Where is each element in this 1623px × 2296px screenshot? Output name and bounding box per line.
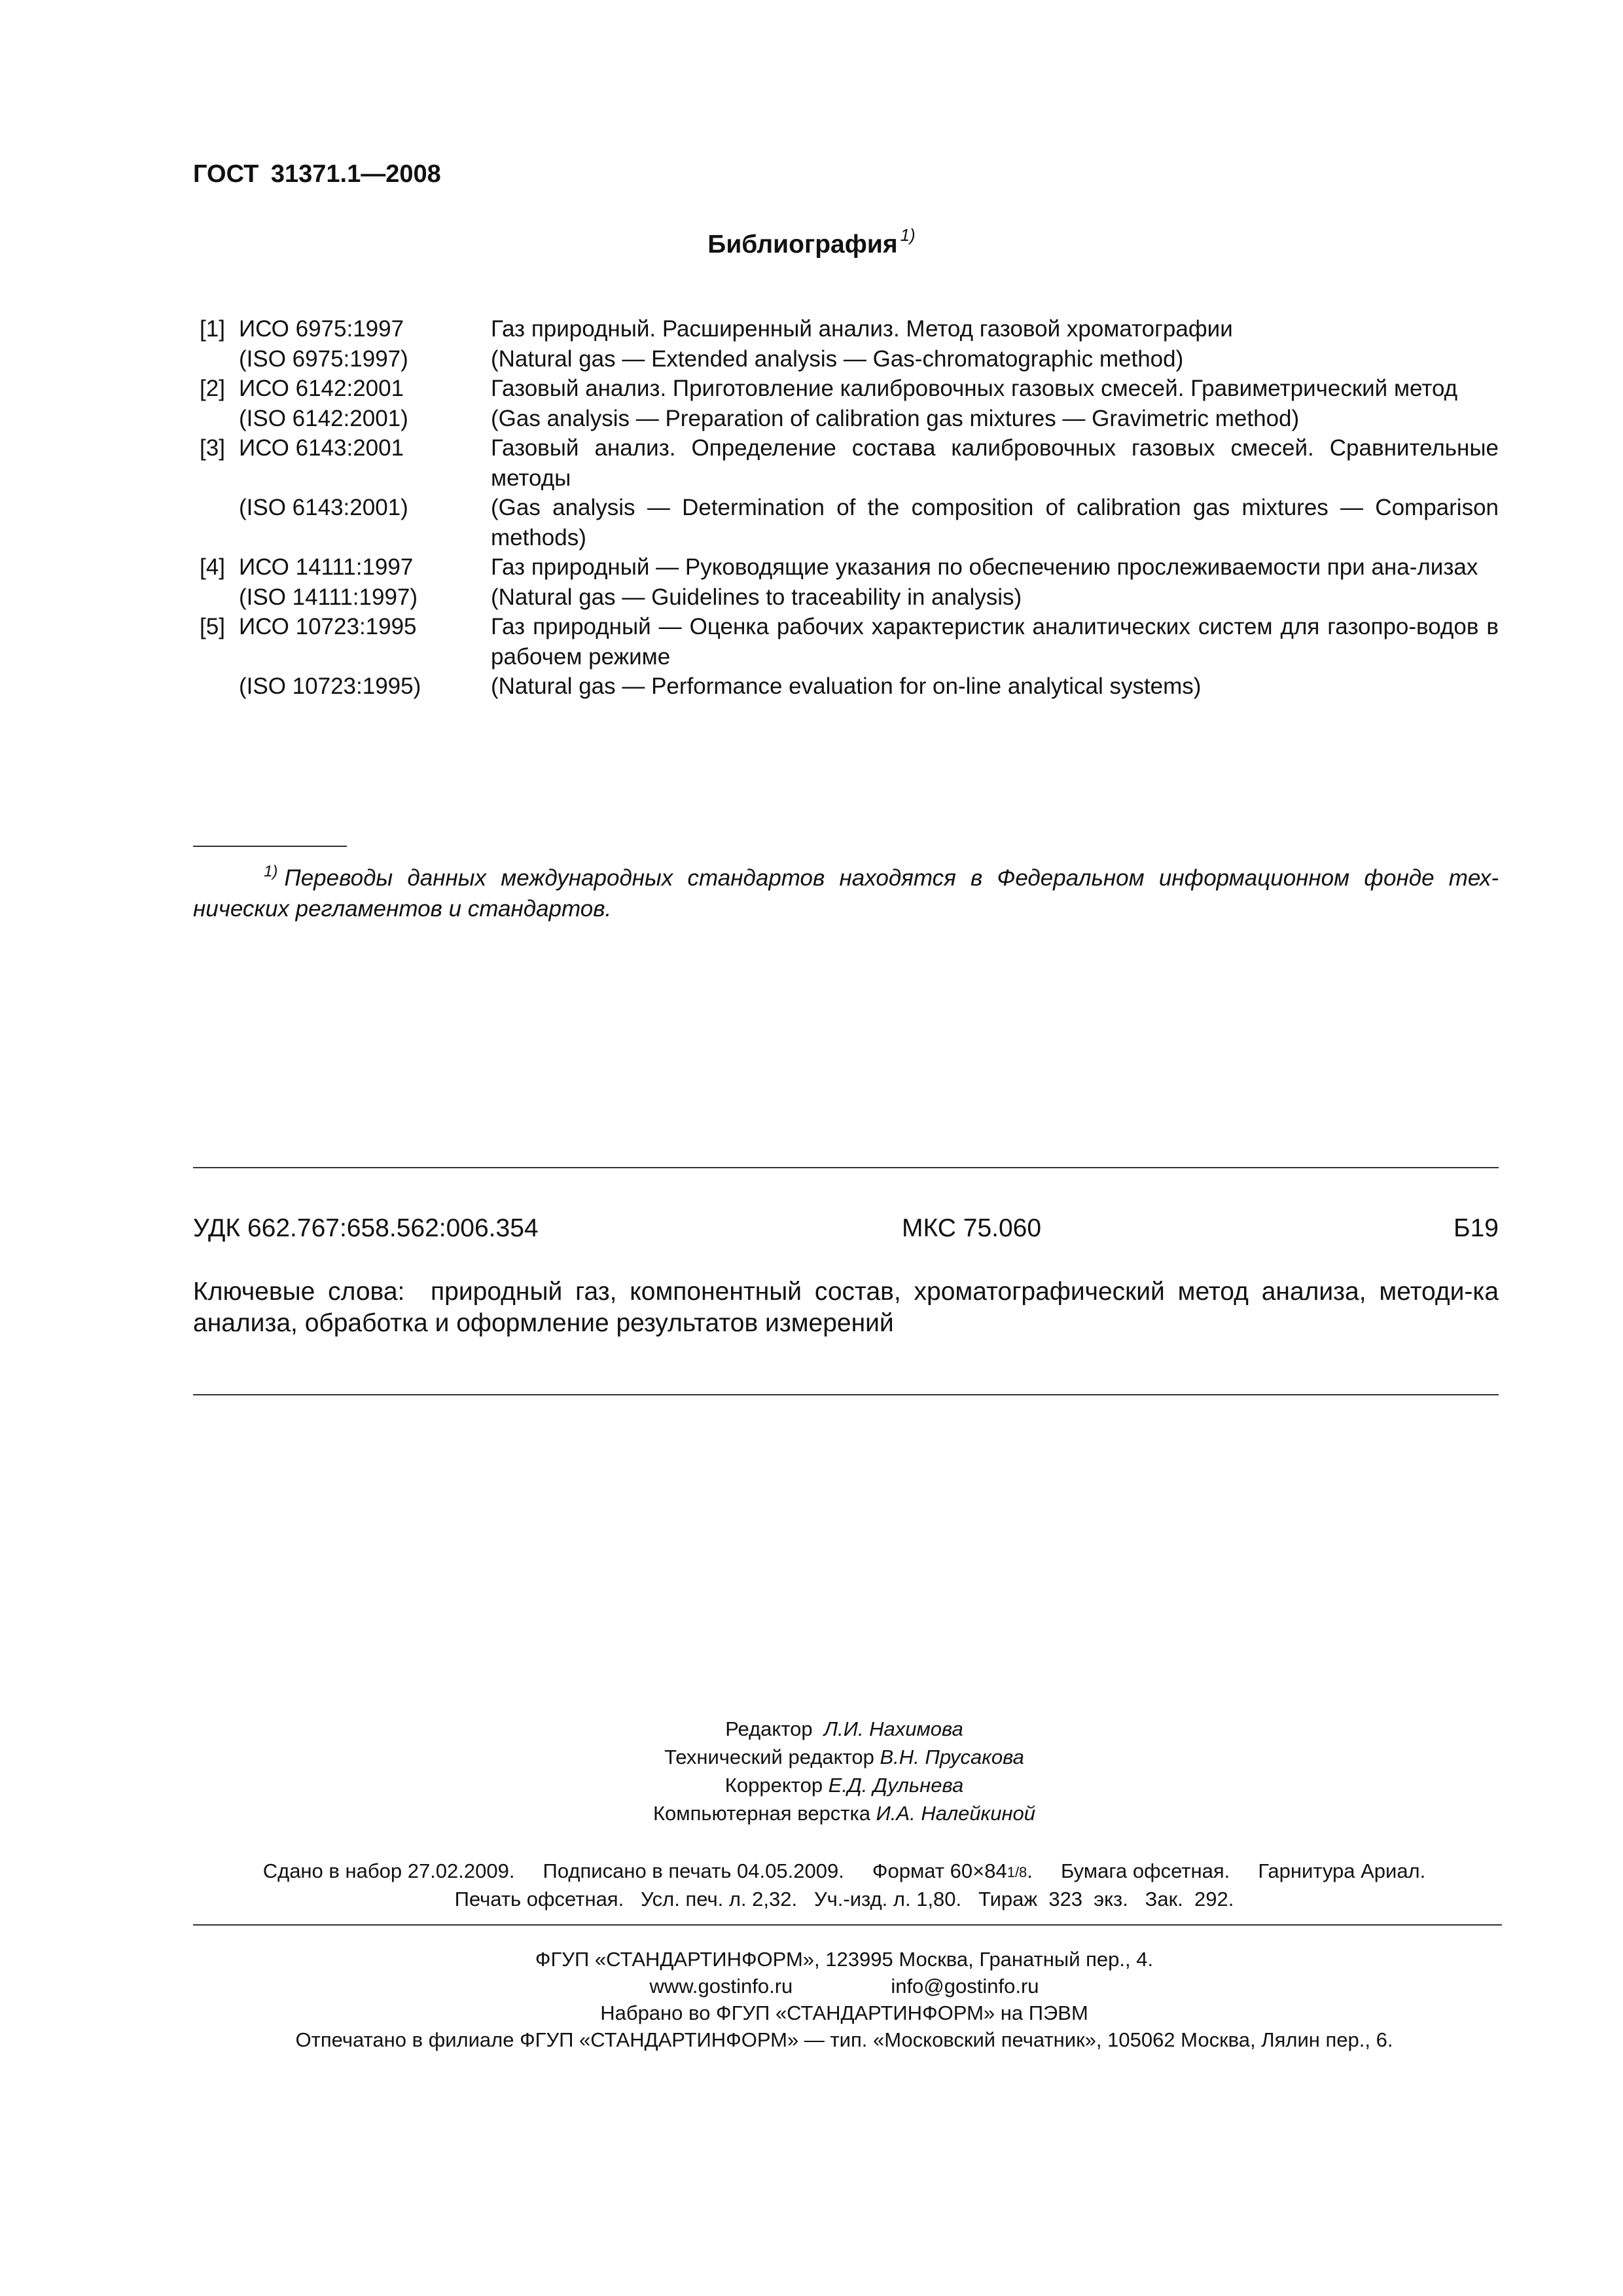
entry-title: Газ природный — Руководящие указания по обеспечению прослеживаемости при ана-лизах [491, 554, 1478, 580]
credit-line [0, 1771, 1623, 1799]
bibliography-footnote-mark: 1) [900, 225, 916, 245]
entry-code: ИСО 6142:2001 [239, 376, 404, 401]
entry-code: (ISO 10723:1995) [239, 673, 421, 699]
typeface: Гарнитура Ариал. [1258, 1859, 1426, 1882]
entry-code: ИСО 6143:2001 [239, 435, 404, 461]
bibliography-entry [200, 583, 1499, 613]
entry-number [200, 583, 239, 613]
footnote-divider [193, 846, 347, 847]
credits-block [0, 1715, 1623, 1827]
keywords-label: Ключевые слова: [193, 1278, 405, 1306]
entry-title: (Natural gas — Performance evaluation for on-line analytical systems) [491, 673, 1202, 699]
bibliography-entry [200, 404, 1499, 434]
bibliography-entry [200, 374, 1499, 404]
signed-date: Подписано в печать 04.05.2009. [543, 1859, 844, 1882]
bibliography-list [200, 314, 1499, 702]
credit-line [0, 1799, 1623, 1827]
keywords-text: природный газ, компонентный состав, хроматографический метод анализа, методи-ка анализа, обработка и оформление результатов измерений [193, 1278, 1499, 1337]
entry-title: Газовый анализ. Определение состава калибровочных газовых смесей. Сравнительные методы [491, 435, 1499, 491]
footnote-mark: 1) [264, 863, 278, 880]
format-fraction: 1/8 [1007, 1863, 1027, 1880]
publisher-contacts [0, 1973, 1623, 2000]
credit-role: Компьютерная верстка [653, 1802, 870, 1825]
section-divider-bottom [193, 1394, 1499, 1395]
footnote-text: Переводы данных международных стандартов находятся в Федеральном информационном фонде тех-нических регламентов и стандартов. [193, 865, 1499, 922]
imprint-block [0, 1946, 1623, 2053]
entry-number: [4] [200, 554, 225, 580]
mks-code: МКС 75.060 [902, 1214, 1042, 1242]
entry-number [200, 404, 239, 434]
entry-code: (ISO 6975:1997) [239, 346, 408, 372]
bibliography-entry [200, 344, 1499, 374]
entry-code: (ISO 6143:2001) [239, 495, 408, 520]
credit-name: В.Н. Прусакова [880, 1746, 1024, 1768]
entry-number: [5] [200, 614, 225, 639]
bibliography-entry [200, 612, 1499, 672]
keywords [193, 1276, 1499, 1339]
entry-title: (Gas analysis — Determination of the composition of calibration gas mixtures — Comparison methods) [491, 495, 1499, 550]
bibliography-entry [200, 672, 1499, 702]
publication-details-line1: Сдано в набор 27.02.2009. Подписано в печать 04.05.2009. Формат 60×841/8. Бумага офсетная. Гарнитура Ариал. [262, 1859, 1426, 1882]
credit-name: И.А. Налейкиной [876, 1802, 1035, 1825]
credit-name: Е.Д. Дульнева [828, 1774, 964, 1797]
entry-code: ИСО 14111:1997 [239, 554, 414, 580]
entry-title: Газовый анализ. Приготовление калибровочных газовых смесей. Гравиметрический метод [491, 376, 1458, 401]
website-link[interactable]: www.gostinfo.ru [649, 1975, 793, 1998]
paper-type: Бумага офсетная. [1060, 1859, 1230, 1882]
entry-number: [3] [200, 435, 225, 461]
entry-code: ИСО 6975:1997 [239, 316, 404, 342]
publisher-address: ФГУП «СТАНДАРТИНФОРМ», 123995 Москва, Гранатный пер., 4. [535, 1948, 1154, 1971]
credit-role: Редактор [725, 1717, 813, 1740]
paper-format: Формат 60×84 [872, 1859, 1007, 1882]
section-divider-top [193, 1167, 1499, 1168]
entry-number: [2] [200, 376, 225, 401]
entry-code: ИСО 10723:1995 [239, 614, 417, 639]
credit-name: Л.И. Нахимова [823, 1717, 963, 1740]
document-code: ГОСТ 31371.1—2008 [193, 160, 441, 188]
entry-number [200, 344, 239, 374]
publication-details-line2: Печать офсетная. Усл. печ. л. 2,32. Уч.-изд. л. 1,80. Тираж 323 экз. Зак. 292. [454, 1888, 1234, 1910]
group-code: Б19 [1454, 1214, 1499, 1242]
entry-title: (Natural gas — Extended analysis — Gas-chromatographic method) [491, 346, 1184, 372]
entry-title: (Gas analysis — Preparation of calibration gas mixtures — Gravimetric method) [491, 405, 1300, 431]
entry-number: [1] [200, 316, 225, 342]
credit-line [0, 1715, 1623, 1743]
entry-number [200, 672, 239, 702]
entry-code: (ISO 14111:1997) [239, 584, 418, 610]
bibliography-entry [200, 552, 1499, 583]
credit-role: Технический редактор [664, 1746, 874, 1768]
bibliography-title-text: Библиография [707, 230, 898, 259]
entry-title: Газ природный. Расширенный анализ. Метод газовой хроматографии [491, 316, 1233, 342]
email-link[interactable]: info@gostinfo.ru [891, 1975, 1039, 1998]
bibliography-entry [200, 433, 1499, 493]
credit-line [0, 1743, 1623, 1771]
udk-code: УДК 662.767:658.562:006.354 [193, 1214, 539, 1242]
printed-note: Отпечатано в филиале ФГУП «СТАНДАРТИНФОРМ» — тип. «Московский печатник», 105062 Москва, Лялин пер., 6. [295, 2028, 1393, 2051]
credit-role: Корректор [724, 1774, 823, 1797]
submitted-date: Сдано в набор 27.02.2009. [262, 1859, 515, 1882]
bibliography-title [0, 225, 1623, 259]
entry-title: (Natural gas — Guidelines to traceability in analysis) [491, 584, 1022, 610]
typeset-note: Набрано во ФГУП «СТАНДАРТИНФОРМ» на ПЭВМ [600, 2001, 1088, 2024]
footnote [193, 856, 1499, 924]
entry-number [200, 493, 239, 552]
entry-code: (ISO 6142:2001) [239, 405, 408, 431]
bibliography-entry [200, 314, 1499, 344]
bibliography-entry [200, 493, 1499, 552]
entry-title: Газ природный — Оценка рабочих характеристик аналитических систем для газопро-водов в рабочем режиме [491, 614, 1499, 670]
imprint-divider [193, 1924, 1502, 1926]
